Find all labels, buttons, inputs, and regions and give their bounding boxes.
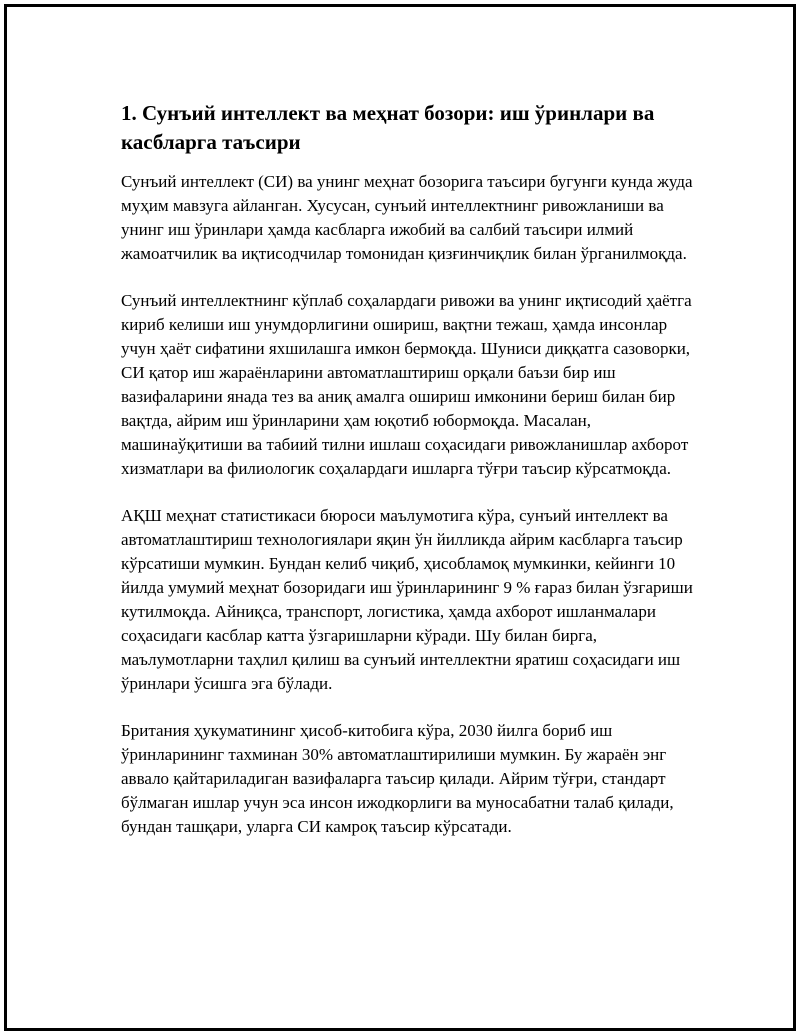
paragraph-2: Сунъий интеллектнинг кўплаб соҳалардаги ривожи ва унинг иқтисодий ҳаётга кириб келиши иш унумдорлигини ошириш, вақтни тежаш, ҳамда инсонлар учун ҳаёт сифатини яхшилашга имкон бермоқда. Шуниси диққатга сазоворки, СИ қатор иш жараёнларини автоматлаштириш орқали баъзи бир иш вазифаларини янада тез ва аниқ амалга ошириш имконини бериш билан бир вақтда, айрим иш ўринларини ҳам юқотиб юбормоқда. Масалан, машинаўқитиши ва табиий тилни ишлаш соҳасидаги ривожланишлар ахборот хизматлари ва филиологик соҳалардаги ишларга тўғри таъсир кўрсатмоқда. [121, 291, 692, 478]
paragraph-1: Сунъий интеллект (СИ) ва унинг меҳнат бозорига таъсири бугунги кунда жуда муҳим мавзуга айланган. Хусусан, сунъий интеллектнинг ривожланиши ва унинг иш ўринлари ҳамда касбларга ижобий ва салбий таъсири илмий жамоатчилик ва иқтисодчилар томонидан қизғинчиқлик билан ўрганилмоқда. [121, 172, 693, 263]
page-frame [4, 4, 796, 1031]
paragraph-4: Британия ҳукуматининг ҳисоб-китобига кўра, 2030 йилга бориб иш ўринларининг тахминан 30% автоматлаштирилиши мумкин. Бу жараён энг аввало қайтариладиган вазифаларга таъсир қилади. Айрим тўғри, стандарт бўлмаган ишлар учун эса инсон ижодкорлиги ва муносабатни талаб қилади, бундан ташқари, уларга СИ камроқ таъсир кўрсатади. [121, 721, 674, 836]
section-title: 1. Сунъий интеллект ва меҳнат бозори: иш ўринлари ва касбларга таъсири [121, 101, 655, 154]
paragraph-3: АҚШ меҳнат статистикаси бюроси маълумотига кўра, сунъий интеллект ва автоматлаштириш технологиялари яқин ўн йилликда айрим касбларга таъсир кўрсатиши мумкин. Бундан келиб чиқиб, ҳисобламоқ мумкинки, кейинги 10 йилда умумий меҳнат бозоридаги иш ўринларининг 9 % ғараз билан ўзгариши кутилмоқда. Айниқса, транспорт, логистика, ҳамда ахборот ишланмалари соҳасидаги касблар катта ўзгаришларни кўради. Шу билан бирга, маълумотларни таҳлил қилиш ва сунъий интеллектни яратиш соҳасидаги иш ўринлари ўсишга эга бўлади. [121, 506, 693, 693]
document-body [121, 99, 693, 862]
